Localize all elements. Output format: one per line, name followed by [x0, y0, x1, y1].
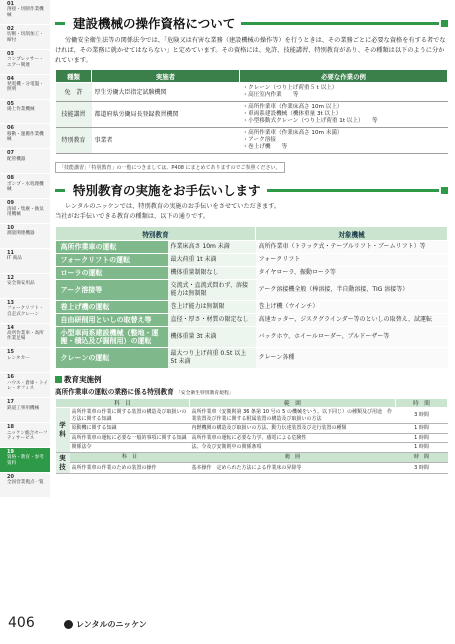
example-subtitle [55, 386, 448, 396]
example-line: ・高圧室内作業 等 [242, 92, 299, 98]
sidebar-item-19[interactable] [0, 448, 50, 473]
table-row [56, 433, 448, 443]
target-machine: アーク溶接機全般（棒溶接、半自動溶接、TIG 溶接等） [256, 280, 448, 301]
education-condition: 交流式・直流式問わず、溶接能力は無制限 [168, 280, 256, 301]
sidebar-item-number: 20 [7, 473, 14, 480]
subject: 高所作業車の運転に必要な一般的事項に関する知識 [70, 433, 190, 443]
subject: 原動機に関する知識 [70, 424, 190, 434]
example-line: ・車両系建設機械（機体重量 3t 以上） [242, 111, 342, 117]
table-row [56, 83, 448, 102]
practical-row [56, 463, 448, 474]
sidebar-item-number: 09 [7, 200, 14, 207]
practical-subject: 高所作業車の作業のための装置の操作 [70, 463, 190, 474]
education-name: ローラの運転 [56, 267, 168, 280]
category-practical: 実技 [56, 452, 70, 473]
sidebar-item-number: 15 [7, 349, 14, 356]
col-kind: 種類 [56, 70, 92, 83]
education-condition: 最大荷重 1t 未満 [168, 254, 256, 267]
practical-range: 基本操作 定められた方法による作業床の昇降等 [190, 463, 396, 474]
sidebar-item-number: 10 [7, 225, 14, 232]
education-condition: 作業床高さ 10m 未満 [168, 241, 256, 254]
sidebar-item-17[interactable] [0, 398, 50, 423]
education-name: アーク溶接等 [56, 280, 168, 301]
sidebar-item-14[interactable] [0, 324, 50, 349]
range: 高所作業車の運転に必要な力学、感電による危険性 [190, 433, 396, 443]
sidebar-item-label: 高所作業車・高所作業足場 [7, 330, 44, 342]
education-condition: 巻上げ能力は無制限 [168, 301, 256, 314]
sidebar-item-number: 11 [7, 249, 14, 256]
target-machine: 高所作業車（トラック式・テーブルリフト・ブームリフト）等 [256, 241, 448, 254]
brand-mark-icon [64, 620, 73, 629]
table-row [56, 280, 448, 301]
sidebar-item-label: ニッケン総合セーフティサービス [7, 430, 48, 441]
example-line: ・アーク溶接 [242, 137, 276, 143]
col-range: 範 囲 [190, 399, 396, 408]
education-condition: 機体重量 3t 未満 [168, 327, 256, 348]
header-dot [441, 187, 448, 194]
sidebar-item-label: 移動・運搬作業機械 [7, 131, 44, 143]
target-machine: バックホウ、ホイールローダー、ブルドーザー等 [256, 327, 448, 348]
table-row [56, 128, 448, 154]
qualification-provider: 厚生労働大臣指定試験機関 [92, 83, 240, 102]
sidebar-item-label: 測量関連機器 [7, 231, 35, 237]
col-target-machine: 対象機械 [256, 227, 448, 241]
header-rule [267, 189, 439, 192]
sidebar-item-label: コンプレッサー・エアー関連 [7, 57, 44, 68]
sidebar-item-number: 03 [7, 50, 14, 57]
sidebar-item-number: 12 [7, 274, 14, 281]
target-machine: クレーン各種 [256, 348, 448, 369]
table-row [56, 348, 448, 369]
header-dot [441, 20, 448, 27]
sidebar-item-number: 13 [7, 299, 14, 306]
subject: 高所作業車の作業に関する装置の構造及び取扱いの方法に関する知識 [70, 408, 190, 424]
sidebar-item-08[interactable] [0, 174, 50, 199]
sidebar-item-number: 08 [7, 175, 14, 182]
sidebar [0, 0, 50, 600]
sidebar-item-number: 19 [7, 449, 14, 456]
section2-paragraph-1: レンタルのニッケンでは、特別教育の実施のお手伝いをさせていただきます。 [65, 203, 281, 210]
reference-note: 「技能講習」「特別教育」の一覧につきましては、P408 にまとめてありますのでご参照ください。 [55, 162, 285, 173]
sidebar-item-03[interactable] [0, 50, 50, 75]
header-rule [55, 189, 65, 192]
example-line: ・高所作業車（作業床高さ 10m 以上） [242, 104, 343, 110]
sidebar-item-09[interactable] [0, 199, 50, 224]
sidebar-item-label: 資格・教育・参考資料 [7, 455, 44, 466]
square-marker-icon [55, 376, 62, 383]
example-line: ・クレーン（つり上げ荷重５ｔ以上） [242, 85, 338, 91]
qualification-table [55, 69, 448, 154]
education-name: 自由研削用といしの取替え等 [56, 314, 168, 327]
section1-title: 建設機械の操作資格について [73, 16, 236, 31]
subject: 関係法令 [70, 443, 190, 453]
qualification-kind: 特別教育 [56, 128, 92, 154]
sidebar-item-number: 14 [7, 324, 14, 331]
education-name: クレーンの運転 [56, 348, 168, 369]
table-row [56, 327, 448, 348]
target-machine: 巻上げ機（ウインチ） [256, 301, 448, 314]
table-row [56, 424, 448, 434]
practical-hours: 3 時間 [396, 463, 448, 474]
range: 高所作業車（安衛則第 36 条第 10 号の 5 の機械をいう。以下同じ）の種類及び用途 作業装置及び作業に関する附属装置の構造及び取扱いの方法 [190, 408, 396, 424]
brand-name: レンタルのニッケン [76, 620, 147, 629]
education-name: 小型車両系建設機械（整地・運搬・積込及び掘削用）の運転 [56, 327, 168, 348]
range: 法、令及び安衛則中の関係条項 [190, 443, 396, 453]
sidebar-item-number: 17 [7, 399, 14, 406]
col-examples: 必要な作業の例 [240, 70, 448, 83]
hours: 3 時間 [396, 408, 448, 424]
education-condition: 機体重量制限なし [168, 267, 256, 280]
example-subtitle-text: 高所作業車の運転の業務に係る特別教育 [55, 388, 174, 396]
sidebar-item-label: 切断・切削加工・締付 [7, 32, 44, 43]
sidebar-item-label: 配管機器 [7, 156, 26, 162]
main-content [55, 0, 448, 474]
section2-title: 特別教育の実施をお手伝いします [73, 183, 261, 198]
sidebar-item-label: 全国営業拠点一覧 [7, 480, 44, 486]
col-by: 実施者 [92, 70, 240, 83]
sidebar-item-label: 清掃・集塵・換気用機械 [7, 206, 44, 217]
qualification-examples [240, 128, 448, 154]
category-lecture: 学科 [56, 408, 70, 453]
example-line: ・巻上げ機 等 [242, 144, 288, 150]
sidebar-item-number: 18 [7, 424, 14, 431]
education-condition: 最大つり上げ荷重 0.5t 以上 5t 未満 [168, 348, 256, 369]
curriculum-table [55, 398, 448, 474]
target-machine: タイヤローラ、振動ローラ等 [256, 267, 448, 280]
table-row [56, 241, 448, 254]
sidebar-item-11[interactable] [0, 249, 50, 274]
sidebar-item-label: 溶接・切断作業機械 [7, 7, 44, 18]
section2-paragraph-2: 当社がお手伝いできる教育の種類は、以下の通りです。 [55, 213, 210, 220]
page-footer [0, 606, 455, 644]
example-subtitle-small: 「安全衛生特別教育規程」 [175, 391, 234, 396]
sidebar-item-number: 06 [7, 125, 14, 132]
example-line: ・小型移動式クレーン（つり上げ荷重 1t 以上） 等 [242, 118, 378, 124]
qualification-examples [240, 102, 448, 128]
practical-header-row [56, 452, 448, 463]
sidebar-item-label: ハウス・倉庫・トイレ・オフィス [7, 380, 48, 392]
practical-header-cell: 科 目 [70, 452, 190, 463]
sidebar-item-number: 02 [7, 25, 14, 32]
table-row [56, 443, 448, 453]
example-line: ・高所作業車（作業床高さ 10m 未満） [242, 130, 343, 136]
qualification-kind: 免 許 [56, 83, 92, 102]
sidebar-item-20[interactable] [0, 473, 50, 498]
hours: 1 時間 [396, 443, 448, 453]
table-row [56, 301, 448, 314]
section2-header [55, 181, 448, 199]
sidebar-item-label: フォークリフト・自走式クレーン [7, 306, 44, 317]
sidebar-item-10[interactable] [0, 224, 50, 249]
sidebar-item-01[interactable] [0, 0, 50, 25]
brand-logo [64, 619, 147, 630]
sidebar-item-number: 07 [7, 150, 14, 157]
sidebar-item-15[interactable] [0, 348, 50, 373]
education-condition: 直径・厚さ・材質の限定なし [168, 314, 256, 327]
sidebar-item-number: 16 [7, 374, 14, 381]
sidebar-item-label: 鉄道工事用機械 [7, 405, 40, 411]
table-row [56, 267, 448, 280]
range: 内燃機関の構造及び取扱いの方法、動力伝達装置及び走行装置の種類 [190, 424, 396, 434]
sidebar-item-06[interactable] [0, 124, 50, 149]
table-row [56, 408, 448, 424]
sidebar-item-number: 01 [7, 1, 14, 7]
sidebar-item-number: 04 [7, 75, 14, 82]
example-title [55, 374, 448, 385]
sidebar-item-18[interactable] [0, 423, 50, 448]
table-row [56, 102, 448, 128]
practical-header-cell: 時 間 [396, 452, 448, 463]
section1-header [55, 14, 448, 32]
practical-header-cell: 範 囲 [190, 452, 396, 463]
target-machine: 高速カッター、ジスクグラインダー等のといしの取替え、試運転 [256, 314, 448, 327]
education-name: 高所作業車の運転 [56, 241, 168, 254]
education-name: フォークリフトの運転 [56, 254, 168, 267]
sidebar-item-label: 発電機・分電盤・照明 [7, 82, 44, 93]
header-rule [55, 22, 65, 25]
education-name: 巻上げ機の運転 [56, 301, 168, 314]
qualification-kind: 技能講習 [56, 102, 92, 128]
col-subject: 科 目 [56, 399, 190, 408]
sidebar-item-04[interactable] [0, 75, 50, 100]
col-special-education: 特別教育 [56, 227, 256, 241]
sidebar-item-number: 05 [7, 100, 14, 107]
qualification-examples [240, 83, 448, 102]
example-title-text: 教育実施例 [64, 375, 102, 384]
sidebar-item-label: 安全保安用品 [7, 281, 35, 287]
sidebar-item-16[interactable] [0, 373, 50, 398]
sidebar-item-13[interactable] [0, 299, 50, 324]
qualification-provider: 都道府県労働局長登録教習機関 [92, 102, 240, 128]
qualification-provider: 事業者 [92, 128, 240, 154]
page-number: 406 [8, 615, 35, 631]
table-row [56, 254, 448, 267]
sidebar-item-label: レンタカー [7, 355, 30, 361]
sidebar-item-label: ポンプ・水処理機械 [7, 181, 44, 193]
table-row [56, 314, 448, 327]
special-education-table [55, 226, 448, 369]
section1-paragraph: 労働安全衛生法等の関係法令では、「危険又は有害な業務（建設機械の操作等）を行うときは、その業務ごとに必要な資格を有する者でなければ、その業務に就かせてはならない」と定めています。その資格には、免許、技能講習、特別教育があり、その種類は以下のように分かれています。 [55, 37, 446, 64]
sidebar-item-label: 揚上作業機械 [7, 106, 35, 112]
col-hours: 時 間 [396, 399, 448, 408]
sidebar-item-label: IT 商品 [7, 256, 22, 262]
sidebar-item-05[interactable] [0, 100, 50, 125]
hours: 1 時間 [396, 433, 448, 443]
sidebar-item-12[interactable] [0, 274, 50, 299]
sidebar-item-07[interactable] [0, 149, 50, 174]
sidebar-item-02[interactable] [0, 25, 50, 50]
hours: 1 時間 [396, 424, 448, 434]
header-rule [241, 22, 439, 25]
target-machine: フォークリフト [256, 254, 448, 267]
